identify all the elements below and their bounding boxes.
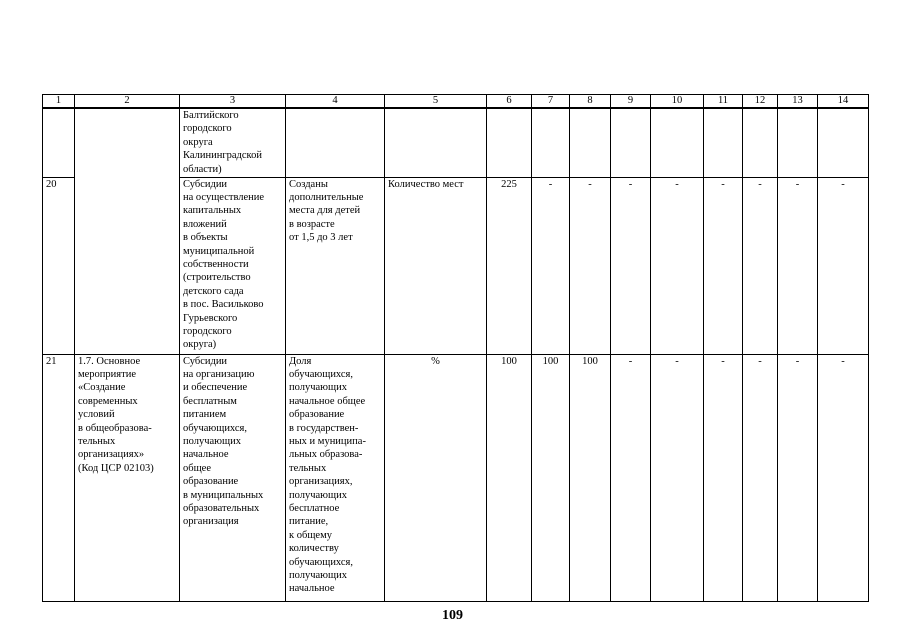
page-number: 109 [442,608,463,623]
cell-col10: - [651,354,704,601]
cell-col10 [651,108,704,177]
cell-col10: - [651,177,704,354]
cell-col6: 225 [487,177,532,354]
cell-col12 [743,108,778,177]
cell-col11 [704,108,743,177]
column-header: 3 [180,95,286,109]
row-number-cell: 20 [43,177,75,354]
data-table [42,94,869,602]
cell-col9: - [611,354,651,601]
cell-col3: Субсидии на организацию и обеспечение бесплатным питанием обучающихся, получающих начальное общее образование в муниципальных образовательных организация [180,354,286,601]
cell-col7: - [532,177,570,354]
cell-col13: - [778,177,818,354]
cell-col4 [286,108,385,177]
cell-col8: - [570,177,611,354]
cell-col14: - [818,354,869,601]
column-header: 13 [778,95,818,109]
cell-col5: Количество мест [385,177,487,354]
cell-col2: 1.7. Основное мероприятие «Создание современных условий в общеобразова- тельных организациях» (Код ЦСР 02103) [75,354,180,601]
column-header: 11 [704,95,743,109]
cell-col2 [75,108,180,354]
cell-col14 [818,108,869,177]
cell-col11: - [704,177,743,354]
table-row [43,108,869,177]
cell-col13 [778,108,818,177]
cell-col13: - [778,354,818,601]
column-header: 6 [487,95,532,109]
cell-col7: 100 [532,354,570,601]
row-number-cell [43,108,75,177]
cell-col8 [570,108,611,177]
cell-col9: - [611,177,651,354]
column-header: 8 [570,95,611,109]
column-header: 10 [651,95,704,109]
column-header: 2 [75,95,180,109]
table-row [43,354,869,601]
column-header: 1 [43,95,75,109]
column-header: 9 [611,95,651,109]
cell-col12: - [743,177,778,354]
cell-col7 [532,108,570,177]
cell-col12: - [743,354,778,601]
cell-col6 [487,108,532,177]
column-header: 14 [818,95,869,109]
cell-col14: - [818,177,869,354]
cell-col6: 100 [487,354,532,601]
cell-col9 [611,108,651,177]
column-header: 7 [532,95,570,109]
cell-col3: Балтийского городского округа Калининградской области) [180,108,286,177]
column-header: 5 [385,95,487,109]
cell-col4: Доля обучающихся, получающих начальное общее образование в государствен- ных и муниципа- льных образова- тельных организациях, получающих бесплатное питание, к общему количеству обучающихся, получающих начальное [286,354,385,601]
cell-col5 [385,108,487,177]
cell-col11: - [704,354,743,601]
cell-col3: Субсидии на осуществление капитальных вложений в объекты муниципальной собственности (строительство детского сада в пос. Васильково Гурьевского городского округа) [180,177,286,354]
header-row [43,95,869,109]
cell-col5: % [385,354,487,601]
cell-col4: Созданы дополнительные места для детей в возрасте от 1,5 до 3 лет [286,177,385,354]
cell-col8: 100 [570,354,611,601]
column-header: 4 [286,95,385,109]
row-number-cell: 21 [43,354,75,601]
column-header: 12 [743,95,778,109]
